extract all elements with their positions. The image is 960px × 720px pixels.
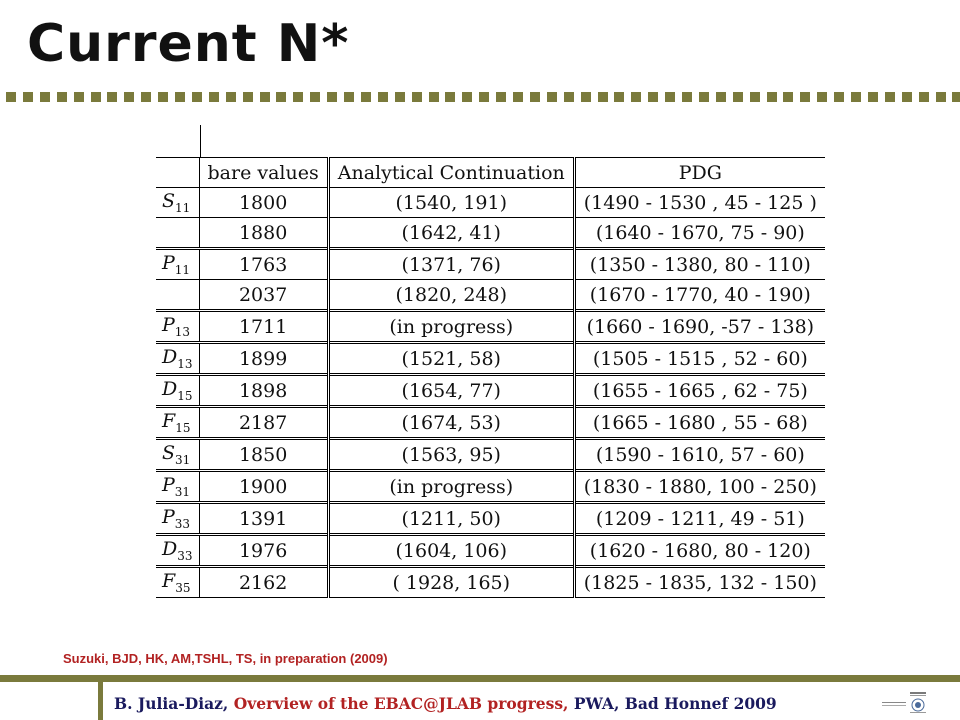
wave-label: P (162, 474, 175, 497)
divider-dot (175, 92, 185, 102)
divider-dot (783, 92, 793, 102)
pdg-cell: (1830 - 1880, 100 - 250) (574, 471, 825, 503)
pdg-cell: (1209 - 1211, 49 - 51) (574, 503, 825, 535)
divider-dot (23, 92, 33, 102)
wave-subscript: 13 (174, 324, 191, 339)
divider-dot (412, 92, 422, 102)
divider-dot (378, 92, 388, 102)
divider-dot (598, 92, 608, 102)
divider-dot (91, 92, 101, 102)
wave-subscript: 35 (175, 580, 191, 595)
analytical-continuation-cell: (1604, 106) (328, 535, 574, 567)
table-row (156, 218, 825, 249)
wave-label: P (162, 506, 175, 529)
divider-dot (648, 92, 658, 102)
pdg-cell: (1660 - 1690, -57 - 138) (574, 311, 825, 343)
divider-dot (547, 92, 557, 102)
wave-label: S (162, 442, 176, 465)
divider-dot (107, 92, 117, 102)
divider-dot (243, 92, 253, 102)
divider-dot (885, 92, 895, 102)
table-row (156, 280, 825, 311)
divider-dot (919, 92, 929, 102)
divider-dot (665, 92, 675, 102)
pdg-cell: (1620 - 1680, 80 - 120) (574, 535, 825, 567)
analytical-continuation-cell: (1820, 248) (328, 280, 574, 311)
divider-dot (496, 92, 506, 102)
analytical-continuation-cell: ( 1928, 165) (328, 567, 574, 598)
divider-dot (344, 92, 354, 102)
wave-label: F (162, 410, 176, 433)
citation-text: Suzuki, BJD, HK, AM,TSHL, TS, in preparation (2009) (63, 651, 388, 666)
pdg-cell: (1490 - 1530 , 45 - 125 ) (583, 191, 817, 214)
row-label (156, 471, 199, 503)
divider-dot (851, 92, 861, 102)
divider-dot (631, 92, 641, 102)
bare-value-cell: 1900 (199, 471, 328, 503)
table-row (156, 343, 825, 375)
analytical-continuation-cell: (in progress) (328, 311, 574, 343)
wave-subscript: 33 (174, 516, 191, 531)
table-row (156, 567, 825, 598)
row-label (156, 503, 199, 535)
wave-label: P (162, 314, 175, 337)
divider-dot (226, 92, 236, 102)
bare-value-cell: 1850 (199, 439, 328, 471)
divider-dot (74, 92, 84, 102)
wave-label: S (162, 190, 176, 213)
bare-value-cell: 2037 (199, 280, 328, 311)
bare-value-cell: 1898 (199, 375, 328, 407)
table-row (156, 439, 825, 471)
divider-dot (124, 92, 134, 102)
divider-dot (936, 92, 946, 102)
pdg-cell: (1655 - 1665 , 62 - 75) (574, 375, 825, 407)
bare-value-cell: 1899 (199, 343, 328, 375)
divider-dot (564, 92, 574, 102)
wave-label: F (162, 570, 176, 593)
bare-value-cell: 1800 (199, 188, 328, 218)
wave-subscript: 31 (174, 484, 191, 499)
divider-dot (361, 92, 371, 102)
divider-dot (327, 92, 337, 102)
analytical-continuation-cell: (1642, 41) (328, 218, 574, 249)
wave-label: D (162, 538, 178, 561)
header-empty (156, 158, 199, 188)
footer-venue: PWA, Bad Honnef 2009 (573, 694, 777, 713)
bare-value-cell: 1711 (199, 311, 328, 343)
divider-dot (395, 92, 405, 102)
row-label (156, 407, 199, 439)
divider-dot (445, 92, 455, 102)
table-row (156, 249, 825, 280)
wave-label: P (162, 252, 175, 275)
analytical-continuation-cell: (1211, 50) (328, 503, 574, 535)
header-bare-values: bare values (199, 158, 328, 188)
divider-dot (276, 92, 286, 102)
divider-dot (530, 92, 540, 102)
divider-dot (699, 92, 709, 102)
divider-dot (513, 92, 523, 102)
wave-subscript: 11 (174, 262, 191, 277)
row-label (156, 280, 199, 311)
divider-dot (800, 92, 810, 102)
table-row (156, 375, 825, 407)
divider-dot (902, 92, 912, 102)
analytical-continuation-cell: (in progress) (328, 471, 574, 503)
table-row (156, 188, 825, 218)
wave-label: D (162, 378, 178, 401)
divider-dot (868, 92, 878, 102)
wave-label: D (162, 346, 178, 369)
header-pdg: PDG (574, 158, 825, 188)
bare-value-cell: 1880 (199, 218, 328, 249)
footer-talk: Overview of the EBAC@JLAB progress, (233, 694, 569, 713)
divider-dot (141, 92, 151, 102)
table-row (156, 503, 825, 535)
divider-dot (767, 92, 777, 102)
university-logo-icon (880, 690, 950, 718)
table-row (156, 407, 825, 439)
row-label (156, 188, 199, 218)
row-label (156, 218, 199, 249)
analytical-continuation-cell: (1521, 58) (328, 343, 574, 375)
divider-dot (817, 92, 827, 102)
pdg-cell: (1640 - 1670, 75 - 90) (574, 218, 825, 249)
divider-dot (429, 92, 439, 102)
row-label (156, 311, 199, 343)
divider-dot (716, 92, 726, 102)
divider-dot (581, 92, 591, 102)
divider-dot (462, 92, 472, 102)
divider-dot (682, 92, 692, 102)
divider-dot (192, 92, 202, 102)
analytical-continuation-cell: (1563, 95) (328, 439, 574, 471)
divider-dot (834, 92, 844, 102)
table-header-row (156, 158, 825, 188)
divider-dot (293, 92, 303, 102)
wave-subscript: 11 (175, 200, 191, 215)
row-label (156, 343, 199, 375)
table-row (156, 311, 825, 343)
analytical-continuation-cell: (1654, 77) (328, 375, 574, 407)
divider-dot (750, 92, 760, 102)
header-analytical-continuation: Analytical Continuation (328, 158, 574, 188)
resonance-table (156, 157, 825, 598)
divider-dot (158, 92, 168, 102)
row-label (156, 535, 199, 567)
wave-subscript: 13 (177, 356, 193, 371)
divider-dot (733, 92, 743, 102)
row-label (156, 439, 199, 471)
footer-text (114, 694, 777, 713)
bare-value-cell: 1976 (199, 535, 328, 567)
pdg-cell: (1350 - 1380, 80 - 110) (574, 249, 825, 280)
footer-author: B. Julia-Diaz, (114, 694, 229, 713)
wave-subscript: 15 (175, 420, 191, 435)
divider-dot (6, 92, 16, 102)
pdg-cell: (1670 - 1770, 40 - 190) (574, 280, 825, 311)
bare-value-cell: 1391 (199, 503, 328, 535)
table-row (156, 471, 825, 503)
divider-dot (209, 92, 219, 102)
divider-dot (40, 92, 50, 102)
pdg-cell: (1590 - 1610, 57 - 60) (574, 439, 825, 471)
divider-dot (57, 92, 67, 102)
divider-dot (479, 92, 489, 102)
pdg-cell: (1825 - 1835, 132 - 150) (574, 567, 825, 598)
bare-value-cell: 2162 (199, 567, 328, 598)
divider-dot (260, 92, 270, 102)
divider-dot (614, 92, 624, 102)
divider-dot (952, 92, 960, 102)
row-label (156, 567, 199, 598)
divider-dot (310, 92, 320, 102)
bare-value-cell: 2187 (199, 407, 328, 439)
row-label (156, 249, 199, 280)
pdg-cell: (1505 - 1515 , 52 - 60) (574, 343, 825, 375)
analytical-continuation-cell: (1371, 76) (328, 249, 574, 280)
row-label (156, 375, 199, 407)
wave-subscript: 15 (177, 388, 193, 403)
footer-rule (0, 675, 960, 682)
wave-subscript: 31 (175, 452, 191, 467)
pdg-cell: (1665 - 1680 , 55 - 68) (574, 407, 825, 439)
analytical-continuation-cell: (1674, 53) (328, 407, 574, 439)
table-row (156, 535, 825, 567)
analytical-continuation-cell: (1540, 191) (328, 188, 574, 218)
wave-subscript: 33 (177, 548, 193, 563)
footer-vertical-rule (98, 682, 103, 720)
dotted-divider (0, 92, 960, 102)
table-stub-line (200, 125, 201, 158)
slide-title: Current N* (27, 14, 350, 74)
bare-value-cell: 1763 (199, 249, 328, 280)
